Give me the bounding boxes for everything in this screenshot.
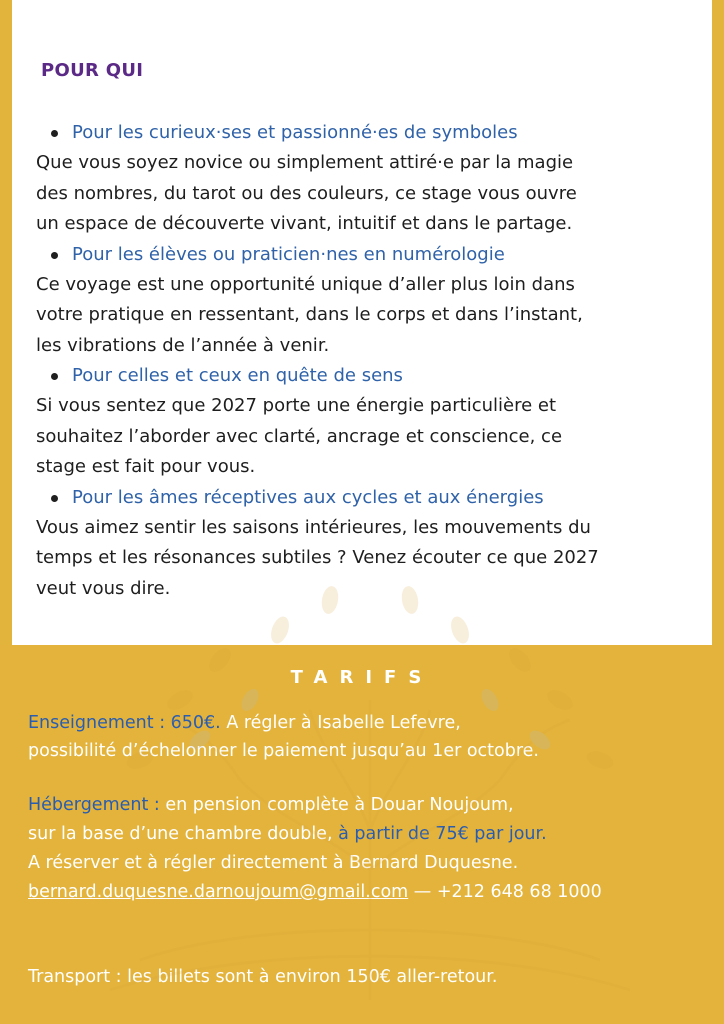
audience-item-title: Pour les élèves ou praticien·nes en numérologie bbox=[36, 240, 708, 270]
audience-item bbox=[36, 118, 708, 240]
section-heading: POUR QUI bbox=[41, 60, 144, 81]
hebergement-text: en pension complète à Douar Noujoum, bbox=[159, 795, 514, 815]
phone-number[interactable]: +212 648 68 1000 bbox=[436, 882, 602, 902]
price-per-day: à partir de 75€ par jour. bbox=[338, 824, 547, 844]
bullet-icon bbox=[51, 130, 58, 137]
audience-item-title: Pour celles et ceux en quête de sens bbox=[36, 361, 708, 391]
enseignement-label: Enseignement : 650€. bbox=[28, 713, 221, 733]
audience-item-line: veut vous dire. bbox=[36, 577, 171, 599]
enseignement-line-2: possibilité d’échelonner le paiement jusqu’au 1er octobre. bbox=[28, 741, 539, 761]
audience-item-line: Vous aimez sentir les saisons intérieures, les mouvements du bbox=[36, 516, 591, 538]
audience-item-line: Ce voyage est une opportunité unique d’aller plus loin dans bbox=[36, 273, 575, 295]
contact-separator: — bbox=[408, 882, 437, 902]
audience-item-line: les vibrations de l’année à venir. bbox=[36, 334, 330, 356]
audience-item-title: Pour les âmes réceptives aux cycles et aux énergies bbox=[36, 483, 708, 513]
audience-item-title: Pour les curieux·ses et passionné·es de symboles bbox=[36, 118, 708, 148]
transport-line: Transport : les billets sont à environ 150€ aller-retour. bbox=[28, 967, 498, 987]
audience-item-line: souhaitez l’aborder avec clarté, ancrage et conscience, ce bbox=[36, 425, 563, 447]
hebergement-line-3: A réserver et à régler directement à Bernard Duquesne. bbox=[28, 853, 519, 873]
audience-item-line: stage est fait pour vous. bbox=[36, 456, 256, 477]
tarifs-title: TARIFS bbox=[290, 667, 434, 688]
audience-item-line: des nombres, du tarot ou des couleurs, ce stage vous ouvre bbox=[36, 182, 577, 204]
audience-item-line: un espace de découverte vivant, intuitif et dans le partage. bbox=[36, 213, 573, 234]
audience-item bbox=[36, 240, 708, 362]
enseignement-text: A régler à Isabelle Lefevre, bbox=[220, 713, 461, 733]
audience-item-line: votre pratique en ressentant, dans le corps et dans l’instant, bbox=[36, 304, 583, 325]
audience-item-line: Que vous soyez novice ou simplement attiré·e par la magie bbox=[36, 152, 574, 173]
hebergement-line-2: sur la base d’une chambre double, à partir de 75€ par jour. bbox=[28, 824, 547, 844]
tree-watermark-icon bbox=[20, 400, 720, 1020]
hebergement-label: Hébergement : bbox=[28, 795, 160, 815]
bullet-icon bbox=[51, 373, 58, 380]
audience-item-line: Si vous sentez que 2027 porte une énergie particulière et bbox=[36, 395, 557, 416]
email-link[interactable]: bernard.duquesne.darnoujoum@gmail.com bbox=[28, 882, 409, 902]
audience-item-line: temps et les résonances subtiles ? Venez écouter ce que 2027 bbox=[36, 547, 599, 568]
bullet-icon bbox=[51, 252, 58, 259]
